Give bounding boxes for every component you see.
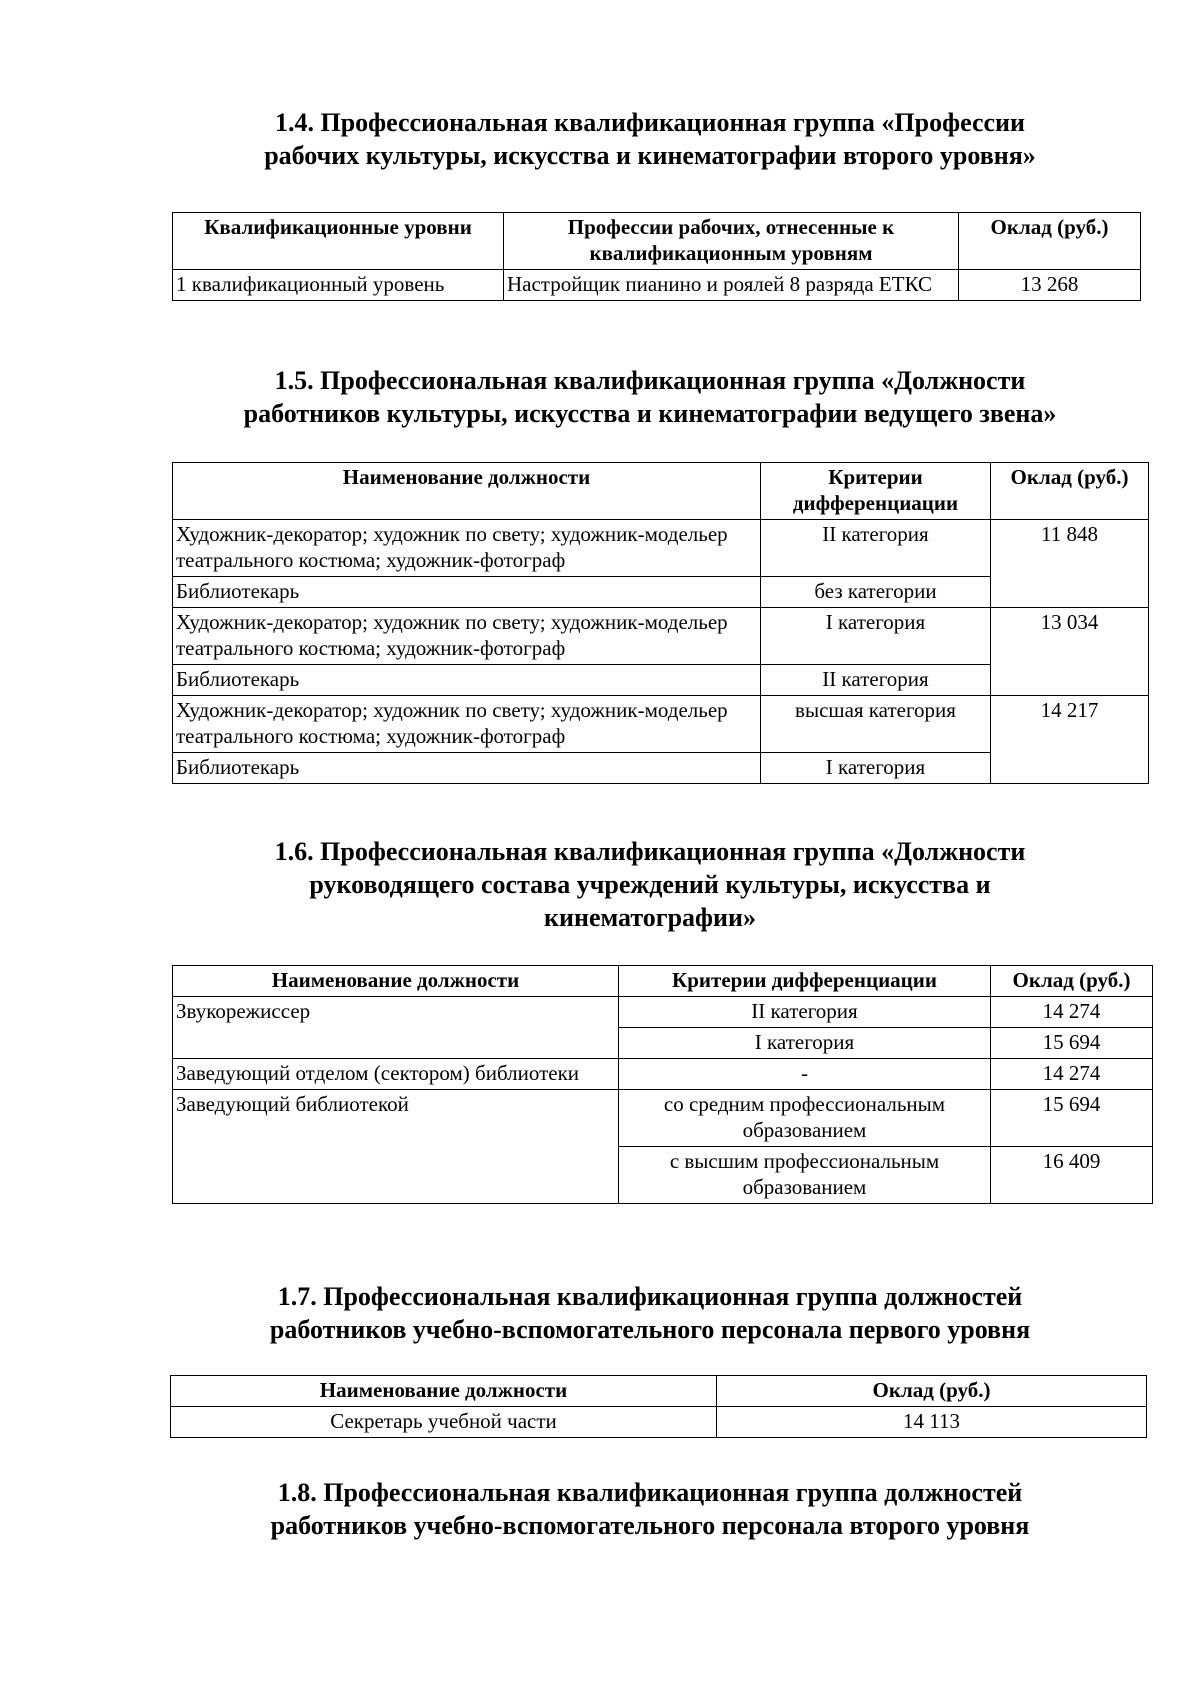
table-row: [173, 997, 1153, 1028]
title-line: 1.6. Профессиональная квалификационная группа «Должности: [274, 837, 1026, 866]
header-cell: Критерии дифференциации: [619, 966, 991, 997]
header-cell: Наименование должности: [171, 1376, 717, 1407]
position-cell: Библиотекарь: [173, 577, 761, 608]
salary-cell: 16 409: [991, 1147, 1153, 1204]
title-line: руководящего состава учреждений культуры, искусства и: [309, 870, 991, 899]
title-line: работников культуры, искусства и кинематографии ведущего звена»: [243, 399, 1057, 428]
position-cell: Художник-декоратор; художник по свету; художник-модельер театрального костюма; художник-фотограф: [173, 608, 761, 665]
table-header-row: [171, 1376, 1147, 1407]
title-line: работников учебно-вспомогательного персонала второго уровня: [270, 1511, 1030, 1540]
salary-cell: 14 217: [991, 696, 1149, 784]
table-row: [173, 608, 1149, 665]
section-1-8-title: [150, 1476, 1150, 1542]
table-1-5: [172, 462, 1149, 784]
table-header-row: [173, 463, 1149, 520]
header-cell: Критерии дифференциации: [761, 463, 991, 520]
title-line: 1.5. Профессиональная квалификационная группа «Должности: [274, 366, 1026, 395]
position-cell: Художник-декоратор; художник по свету; художник-модельер театрального костюма; художник-фотограф: [173, 696, 761, 753]
criteria-cell: II категория: [761, 520, 991, 577]
criteria-cell: без категории: [761, 577, 991, 608]
title-line: 1.7. Профессиональная квалификационная группа должностей: [277, 1282, 1023, 1311]
table-1-6: [172, 965, 1153, 1204]
header-cell: Профессии рабочих, отнесенные к квалификационным уровням: [504, 213, 959, 270]
position-cell: Библиотекарь: [173, 665, 761, 696]
criteria-cell: со средним профессиональным образованием: [619, 1090, 991, 1147]
title-line: работников учебно-вспомогательного персонала первого уровня: [269, 1315, 1031, 1344]
section-1-5-title: [150, 364, 1150, 430]
salary-cell: 14 274: [991, 1059, 1153, 1090]
section-1-4-title: [150, 106, 1150, 172]
table-row: [173, 270, 1141, 301]
salary-cell: 11 848: [991, 520, 1149, 608]
salary-cell: 14 113: [717, 1407, 1147, 1438]
table-header-row: [173, 213, 1141, 270]
criteria-cell: с высшим профессиональным образованием: [619, 1147, 991, 1204]
header-cell: Оклад (руб.): [991, 966, 1153, 997]
title-line: 1.8. Профессиональная квалификационная группа должностей: [277, 1478, 1023, 1507]
salary-cell: 15 694: [991, 1028, 1153, 1059]
criteria-cell: II категория: [619, 997, 991, 1028]
position-cell: Заведующий отделом (сектором) библиотеки: [173, 1059, 619, 1090]
position-cell: Художник-декоратор; художник по свету; художник-модельер театрального костюма; художник-фотограф: [173, 520, 761, 577]
header-cell: Оклад (руб.): [717, 1376, 1147, 1407]
salary-cell: 14 274: [991, 997, 1153, 1028]
position-cell: Библиотекарь: [173, 753, 761, 784]
table-header-row: [173, 966, 1153, 997]
criteria-cell: I категория: [761, 753, 991, 784]
table-row: [173, 696, 1149, 753]
header-cell: Квалификационные уровни: [173, 213, 504, 270]
criteria-cell: -: [619, 1059, 991, 1090]
title-line: 1.4. Профессиональная квалификационная группа «Профессии: [274, 108, 1025, 137]
position-cell: Секретарь учебной части: [171, 1407, 717, 1438]
profession-cell: Настройщик пианино и роялей 8 разряда ЕТКС: [504, 270, 959, 301]
salary-cell: 13 034: [991, 608, 1149, 696]
criteria-cell: высшая категория: [761, 696, 991, 753]
title-line: кинематографии»: [544, 903, 756, 932]
salary-cell: 13 268: [959, 270, 1141, 301]
header-cell: Оклад (руб.): [991, 463, 1149, 520]
salary-cell: 15 694: [991, 1090, 1153, 1147]
header-cell: Оклад (руб.): [959, 213, 1141, 270]
table-row: [171, 1407, 1147, 1438]
section-1-7-title: [150, 1280, 1150, 1346]
header-cell: Наименование должности: [173, 966, 619, 997]
title-line: рабочих культуры, искусства и кинематографии второго уровня»: [264, 141, 1036, 170]
table-row: [173, 1059, 1153, 1090]
table-1-7: [170, 1375, 1147, 1438]
table-1-4: [172, 212, 1141, 301]
criteria-cell: I категория: [761, 608, 991, 665]
header-cell: Наименование должности: [173, 463, 761, 520]
position-cell: Заведующий библиотекой: [173, 1090, 619, 1204]
table-row: [173, 1090, 1153, 1147]
section-1-6-title: [150, 835, 1150, 934]
level-cell: 1 квалификационный уровень: [173, 270, 504, 301]
criteria-cell: I категория: [619, 1028, 991, 1059]
position-cell: Звукорежиссер: [173, 997, 619, 1059]
criteria-cell: II категория: [761, 665, 991, 696]
table-row: [173, 520, 1149, 577]
